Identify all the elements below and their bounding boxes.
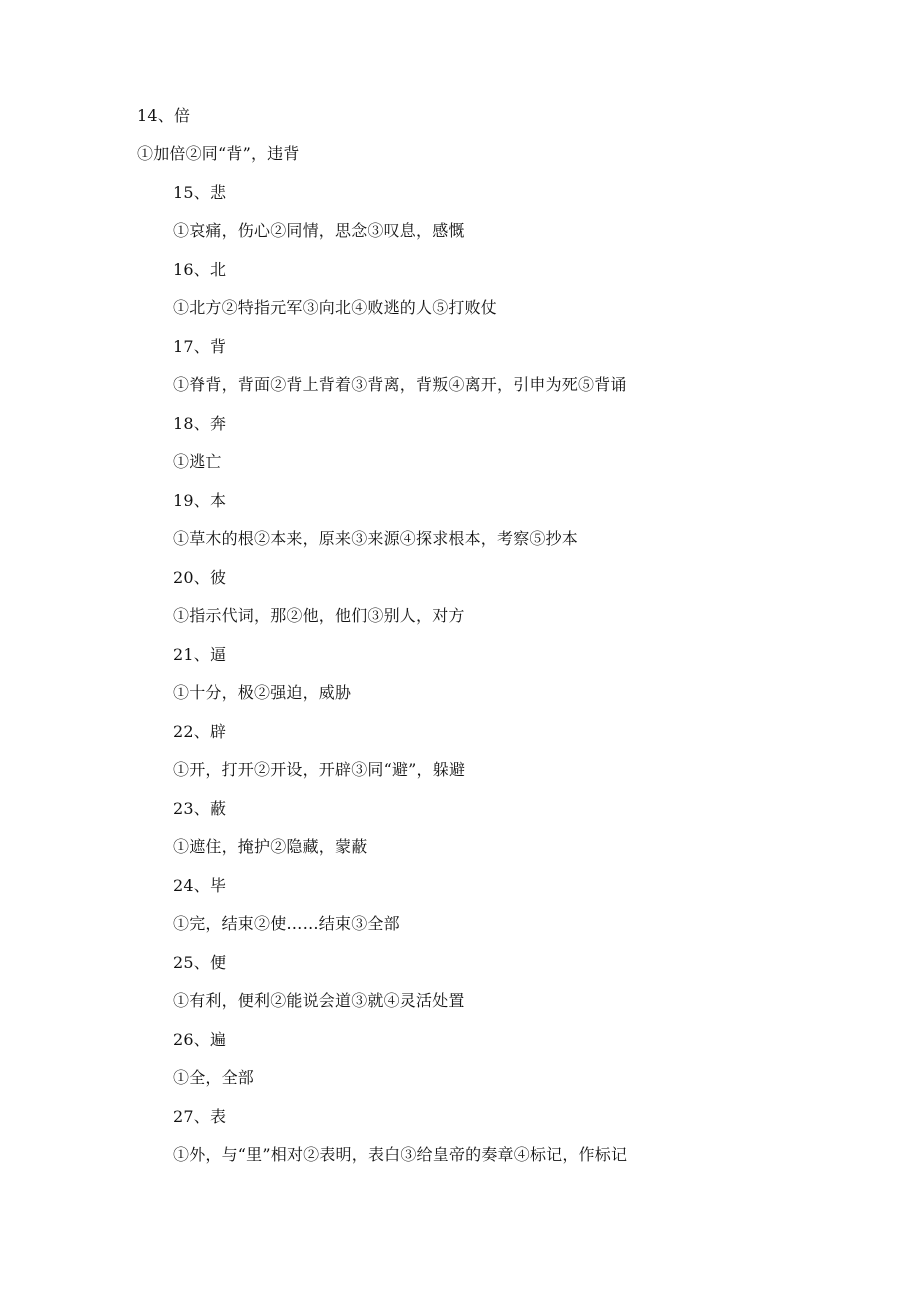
entry-head-14: 14、倍 (137, 106, 191, 125)
entry-def-14: ①加倍②同“背”，违背 (137, 144, 300, 163)
entry-def-15: ①哀痛，伤心②同情，思念③叹息，感慨 (173, 221, 465, 240)
entry-def-25: ①有利，便利②能说会道③就④灵活处置 (173, 991, 465, 1010)
entry-head-25: 25、便 (173, 953, 227, 972)
entry-head-16: 16、北 (173, 260, 227, 279)
entry-def-27: ①外，与“里”相对②表明，表白③给皇帝的奏章④标记，作标记 (173, 1145, 628, 1164)
entry-def-26: ①全，全部 (173, 1068, 255, 1087)
entry-head-17: 17、背 (173, 337, 227, 356)
entry-def-20: ①指示代词，那②他，他们③别人，对方 (173, 606, 465, 625)
entry-head-24: 24、毕 (173, 876, 227, 895)
entry-def-17: ①脊背，背面②背上背着③背离，背叛④离开，引申为死⑤背诵 (173, 375, 627, 394)
entry-head-23: 23、蔽 (173, 799, 227, 818)
entry-def-16: ①北方②特指元军③向北④败逃的人⑤打败仗 (173, 298, 498, 317)
entry-def-18: ①逃亡 (173, 452, 222, 471)
entry-head-26: 26、遍 (173, 1030, 227, 1049)
entry-def-24: ①完，结束②使……结束③全部 (173, 914, 400, 933)
entry-def-23: ①遮住，掩护②隐藏，蒙蔽 (173, 837, 368, 856)
entry-head-20: 20、彼 (173, 568, 227, 587)
entry-def-21: ①十分，极②强迫，威胁 (173, 683, 352, 702)
entry-head-27: 27、表 (173, 1107, 227, 1126)
entry-def-19: ①草木的根②本来，原来③来源④探求根本，考察⑤抄本 (173, 529, 579, 548)
entry-def-22: ①开，打开②开设，开辟③同“避”，躲避 (173, 760, 466, 779)
entry-head-22: 22、辟 (173, 722, 227, 741)
entry-head-19: 19、本 (173, 491, 227, 510)
entry-head-18: 18、奔 (173, 414, 227, 433)
entry-head-15: 15、悲 (173, 183, 227, 202)
entry-head-21: 21、逼 (173, 645, 227, 664)
